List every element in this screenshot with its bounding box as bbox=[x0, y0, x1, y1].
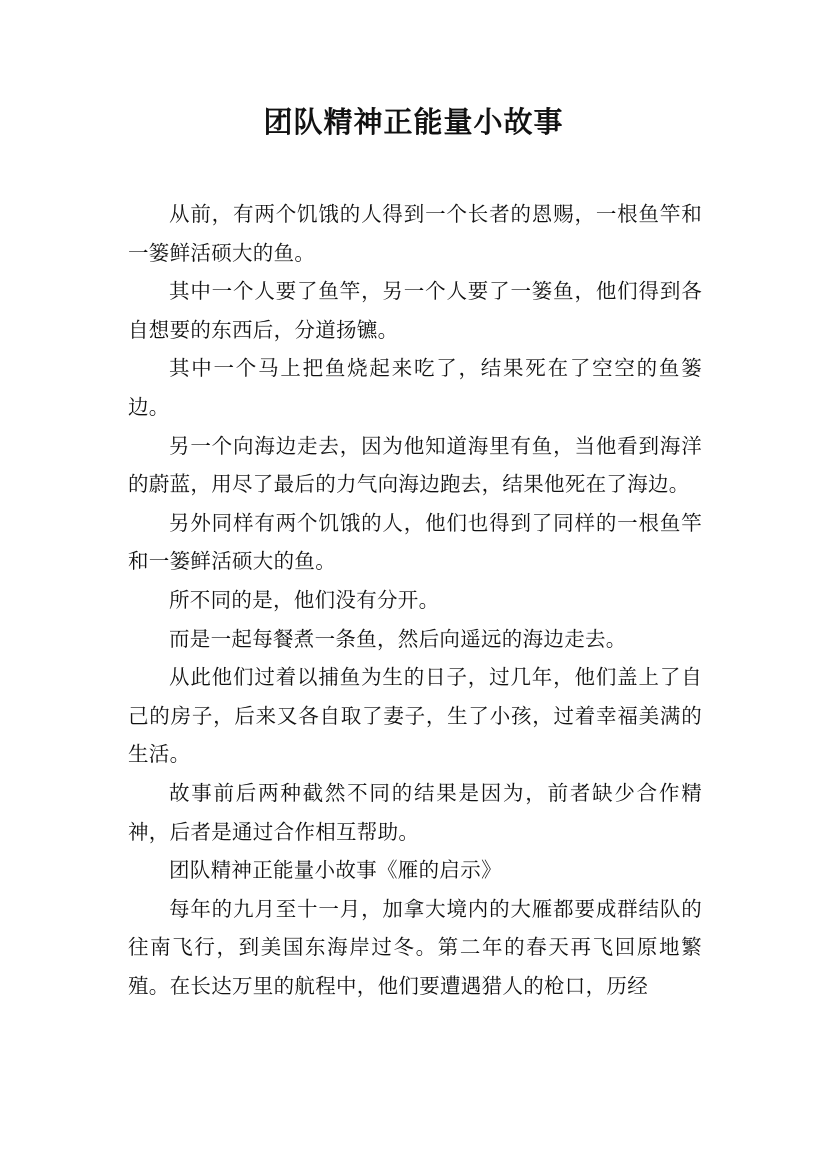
document-body bbox=[128, 195, 702, 1005]
paragraph: 从前，有两个饥饿的人得到一个长者的恩赐，一根鱼竿和一篓鲜活硕大的鱼。 bbox=[128, 202, 702, 265]
paragraph: 每年的九月至十一月，加拿大境内的大雁都要成群结队的往南飞行，到美国东海岸过冬。第二年的春天再飞回原地繁殖。在长达万里的航程中，他们要遭遇猎人的枪口，历经 bbox=[128, 896, 702, 998]
paragraph: 故事前后两种截然不同的结果是因为，前者缺少合作精神，后者是通过合作相互帮助。 bbox=[128, 780, 702, 844]
document-title: 团队精神正能量小故事 bbox=[263, 105, 564, 139]
paragraph: 另一个向海边走去，因为他知道海里有鱼，当他看到海洋的蔚蓝，用尽了最后的力气向海边跑去，结果他死在了海边。 bbox=[128, 433, 702, 497]
paragraph: 从此他们过着以捕鱼为生的日子，过几年，他们盖上了自己的房子，后来又各自取了妻子，生了小孩，过着幸福美满的生活。 bbox=[128, 665, 702, 767]
paragraph: 其中一个马上把鱼烧起来吃了，结果死在了空空的鱼篓边。 bbox=[128, 356, 702, 419]
section-heading: 团队精神正能量小故事《雁的启示》 bbox=[169, 858, 502, 883]
paragraph: 另外同样有两个饥饿的人，他们也得到了同样的一根鱼竿和一篓鲜活硕大的鱼。 bbox=[128, 510, 702, 574]
paragraph: 而是一起每餐煮一条鱼，然后向遥远的海边走去。 bbox=[169, 626, 627, 651]
paragraph: 所不同的是，他们没有分开。 bbox=[169, 587, 440, 612]
paragraph: 其中一个人要了鱼竿，另一个人要了一篓鱼，他们得到各自想要的东西后，分道扬镳。 bbox=[128, 279, 702, 342]
